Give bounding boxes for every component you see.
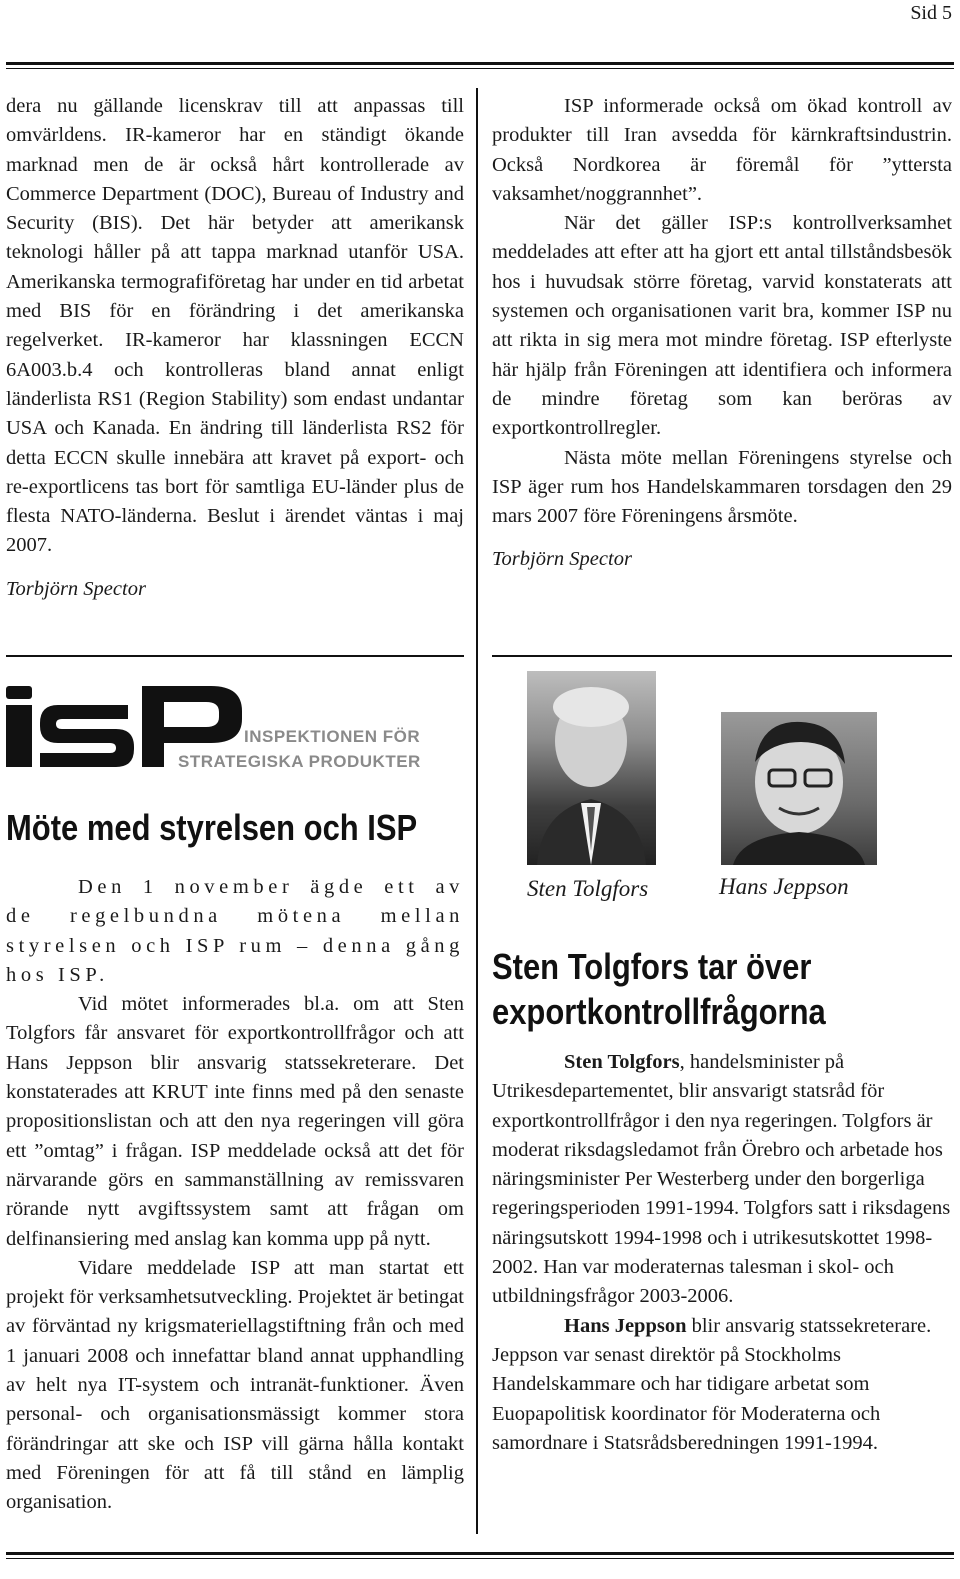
article-tolgfors-body	[492, 1048, 952, 1458]
section-rule-left	[6, 655, 464, 657]
author-signature: Torbjörn Spector	[6, 577, 146, 600]
article-lead: Den 1 november ägde ett av de regelbundna mötena mellan styrelsen och ISP rum – denna gång hos ISP.	[6, 876, 464, 986]
article-paragraph: blir ansvarig statssekreterare. Jeppson var senast direktör på Stockholms Handelskammare och har tidigare arbetat som Euopapolitisk koordinator för Moderaterna och samordnare i Statsrådsberedningen 1991-1994.	[492, 1314, 932, 1454]
person-name: Sten Tolgfors	[564, 1051, 680, 1073]
photo-caption-1: Sten Tolgfors	[527, 876, 649, 901]
page-number: Sid 5	[910, 2, 952, 24]
article-paragraph: Vidare meddelade ISP att man startat ett projekt för verksamhetsutveckling. Projektet är betingat av förväntad ny krigsmateriellagstiftning från och med 1 januari 2008 och innefattar bland annat upphandling av helt nya IT-system och intranät-funktioner. Även personal- och organisationsmässigt kommer stora förändringar att ske och ISP vill gärna hålla kontakt med Föreningen för att få till stånd en lämplig organisation.	[6, 1256, 464, 1514]
author-signature: Torbjörn Spector	[492, 548, 632, 571]
article-paragraph: , handelsminister på Utrikesdepartementet, blir ansvarigt statsråd för exportkontrollfrågor i den nya regeringen. Tolgfors är moderat riksdagsledamot från Örebro och arbetade hos näringsminister Per Westerberg under den borgerliga regeringsperioden 1991-1994. Tolgfors satt i riksdagens näringsutskott 1994-1998 och i utrikesutskottet 1998-2002. Han var moderaternas talesman i skol- och utbildningsfrågor 2003-2006.	[492, 1051, 951, 1308]
portrait-icon	[527, 671, 656, 865]
portrait-hans-jeppson	[721, 712, 877, 865]
continued-article-right	[492, 92, 952, 575]
logo-line-1: INSPEKTIONEN FÖR	[244, 727, 421, 746]
column-divider	[476, 88, 478, 1534]
article-paragraph: Nästa möte mellan Föreningens styrelse och ISP äger rum hos Handelskammaren torsdagen den 29 mars 2007 före Föreningens årsmöte.	[492, 446, 952, 528]
person-name: Hans Jeppson	[564, 1314, 687, 1337]
article-paragraph: När det gäller ISP:s kontrollverksamhet meddelades att efter att ha gjort ett antal tillståndsbesök hos i huvudsak större företag, varvid konstaterats att systemen och organisationen varit bra, kommer ISP nu att rikta in sig mera mot mindre företag. ISP efterlyste här hjälp från Föreningen att identifiera och informera de mindre företag som kan beröras av exportkontrollregler.	[492, 212, 952, 440]
portrait-sten-tolgfors	[527, 671, 656, 865]
article-paragraph: Vid mötet informerades bl.a. om att Sten Tolgfors får ansvaret för exportkontrollfrågor och att Hans Jeppson blir ansvarig statssekreterare. Det konstaterades att KRUT inte finns med på den senaste propositionslistan och att den nya regeringen vill göra ett ”omtag” i frågan. ISP meddelade också att det för närvarande görs en sammanställning av remissvaren rörande nytt avgiftssystem samt att frågan om delfinansiering med anslag kan komma upp på nytt.	[6, 993, 464, 1250]
bottom-double-rule	[6, 1552, 954, 1559]
article-meeting-body	[6, 873, 464, 1518]
photo-caption-2: Hans Jeppson	[719, 874, 849, 899]
section-rule-right	[492, 655, 952, 657]
article-body: dera nu gällande licenskrav till att anpassas till omvärldens. IR-kameror har en ständigt ökande marknad men de är också hårt kontrollerade av Commerce Department (DOC), Bureau of Industry and Security (BIS). Det här betyder att amerikansk teknologi håller på att tappa marknad utanför USA. Amerikanska termografiföretag har under en tid arbetat med BIS för en förändring i det amerikanska regelverket. IR-kameror har klassningen ECCN 6A003.b.4 och kontrolleras bland annat enligt länderlista RS1 (Region Stability) som endast undantar USA och Kanada. En ändring till länderlista RS2 för detta ECCN skulle innebära att kravet på export- och re-exportlicens tas bort för samtliga EU-länder plus de flesta NATO-länderna. Beslut i ärendet väntas i maj 2007.	[6, 95, 464, 557]
article-heading-tolgfors: Sten Tolgfors tar över exportkontrollfrågorna	[492, 946, 826, 1032]
article-heading-meeting: Möte med styrelsen och ISP	[6, 807, 418, 848]
portrait-icon	[721, 712, 877, 865]
isp-logo	[6, 686, 446, 778]
continued-article-left	[6, 92, 464, 604]
article-paragraph: ISP informerade också om ökad kontroll av produkter till Iran avsedda för kärnkraftsindustrin. Också Nordkorea är föremål för ”yttersta vaksamhet/noggrannhet”.	[492, 95, 952, 205]
top-double-rule	[6, 62, 954, 69]
logo-line-2: STRATEGISKA PRODUKTER	[178, 752, 421, 771]
